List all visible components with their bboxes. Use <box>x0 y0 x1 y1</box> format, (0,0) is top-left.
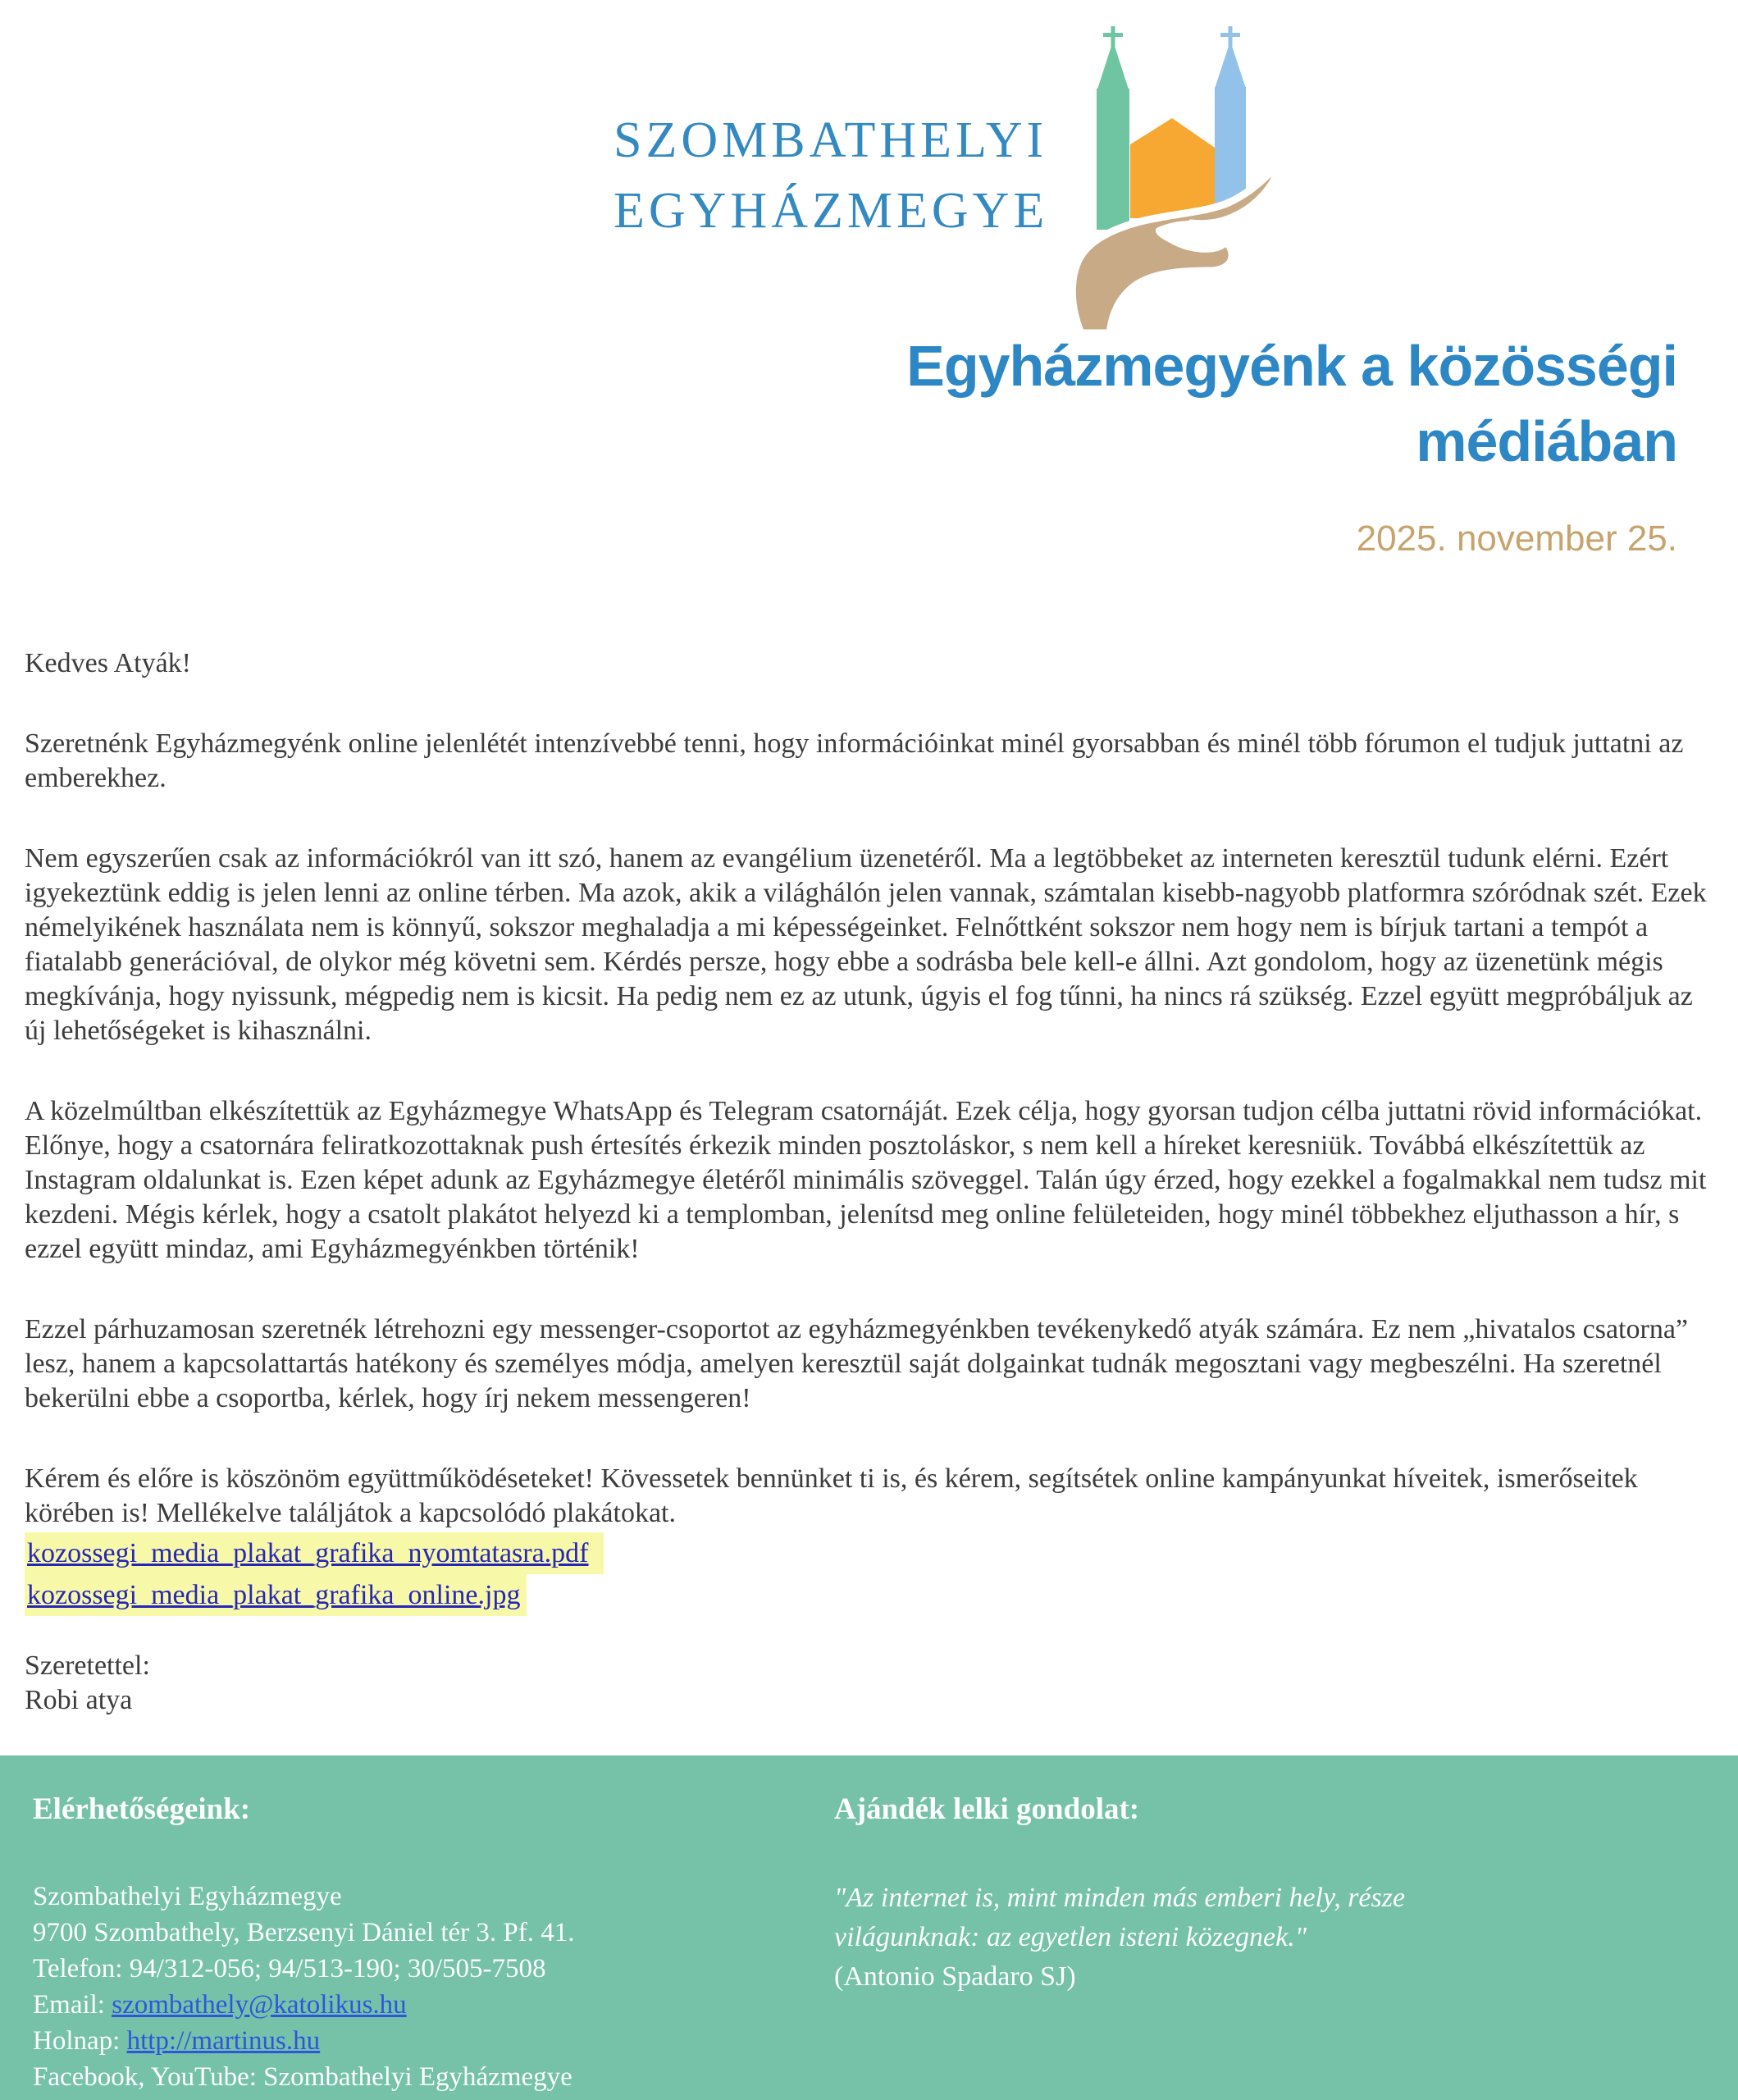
paragraph: A közelmúltban elkészítettük az Egyházmegye WhatsApp és Telegram csatornáját. Ezek célja, hogy gyorsan tudjon célba juttatni rövid információkat. Előnye, hogy a csatornára feliratkozottaknak push értesítés érkezik minden posztoláskor, s nem kell a híreket keresniük. Továbbá elkészítettük az Instagram oldalunkat is. Ezen képet adunk az Egyházmegye életéről minimális szöveggel. Talán úgy érzed, hogy ezekkel a fogalmakkal nem tudsz mit kezdeni. Mégis kérlek, hogy a csatolt plakátot helyezd ki a templomban, jelenítsd meg online felületeiden, hogy minél többekhez eljuthasson a hír, s ezzel együtt mindaz, ami Egyházmegyénkben történik! <box>25 1096 1707 1264</box>
contact-org: Szombathelyi Egyházmegye <box>33 1882 342 1911</box>
website-label: Holnap: <box>33 2026 127 2056</box>
footer-contacts <box>0 1790 834 2100</box>
salutation: Kedves Atyák! <box>25 648 192 678</box>
paragraph: Szeretnénk Egyházmegyénk online jelenlétét intenzívebbé tenni, hogy információinkat minél gyorsabban és minél több fórumon el tudjuk juttatni az emberekhez. <box>25 728 1684 793</box>
contact-social: Facebook, YouTube: Szombathelyi Egyházmegye <box>33 2062 572 2092</box>
contacts-heading: Elérhetőségeink: <box>33 1792 251 1826</box>
attachments <box>25 1532 1713 1616</box>
quote-author: (Antonio Spadaro SJ) <box>834 1961 1076 1992</box>
page-title-line1: Egyházmegyénk a közösségi <box>906 334 1677 398</box>
attachment-link-pdf[interactable]: kozossegi_media_plakat_grafika_nyomtatasra.pdf <box>25 1532 604 1574</box>
attachment-link-jpg[interactable]: kozossegi_media_plakat_grafika_online.jpg <box>25 1574 527 1616</box>
contact-website-line <box>33 2023 834 2059</box>
quote-heading: Ajándék lelki gondolat: <box>834 1792 1140 1826</box>
logo-wordmark-line1: SZOMBATHELYI <box>614 112 1048 168</box>
footer-quote <box>834 1790 1738 2100</box>
house-icon <box>1130 118 1215 218</box>
paragraph: Ezzel párhuzamosan szeretnék létrehozni egy messenger-csoportot az egyházmegyénkben tevékenykedő atyák számára. Ez nem „hivatalos csatorna” lesz, hanem a kapcsolattartás hatékony és személyes módja, amelyen keresztül saját dolgainkat tudnák megosztani vagy megbeszélni. Ha szeretnél bekerülni ebbe a csoportba, kérlek, hogy írj nekem messengeren! <box>25 1314 1688 1413</box>
diocese-logo-wordmark <box>614 105 1048 246</box>
header <box>0 0 1738 574</box>
attachment-line <box>25 1532 1713 1574</box>
quote-text: "Az internet is, mint minden más emberi hely, része világunknak: az egyetlen isteni közegnek." <box>834 1883 1406 1952</box>
diocese-logo-graphic <box>1058 7 1304 335</box>
letter-body <box>0 574 1738 1718</box>
page-title <box>906 328 1677 479</box>
blue-tower-icon <box>1215 26 1246 203</box>
attachment-line <box>25 1574 1713 1616</box>
paragraph: Kérem és előre is köszönöm együttműködéseteket! Kövessetek bennünket ti is, és kérem, segítsétek online kampányunkat híveitek, ismerőseitek körében is! Mellékelve találjátok a kapcsolódó plakátokat. <box>25 1463 1638 1528</box>
email-label: Email: <box>33 1990 112 2020</box>
closing-block <box>25 1649 1713 1718</box>
closing: Szeretettel: <box>25 1650 150 1681</box>
footer <box>0 1755 1738 2100</box>
page-title-line2: médiában <box>1416 409 1677 473</box>
email-link[interactable]: szombathely@katolikus.hu <box>112 1990 407 2020</box>
contact-address: 9700 Szombathely, Berzsenyi Dániel tér 3. Pf. 41. <box>33 1918 575 1947</box>
website-link[interactable]: http://martinus.hu <box>126 2026 321 2056</box>
contact-email-line <box>33 1987 834 2023</box>
contact-lines <box>33 1879 834 2095</box>
green-tower-icon <box>1097 26 1129 230</box>
signature: Robi atya <box>25 1685 133 1715</box>
logo-wordmark-line2: EGYHÁZMEGYE <box>614 183 1049 239</box>
date: 2025. november 25. <box>1356 518 1677 559</box>
contact-phone: Telefon: 94/312-056; 94/513-190; 30/505-7508 <box>33 1954 546 1984</box>
paragraph: Nem egyszerűen csak az információkról van itt szó, hanem az evangélium üzenetéről. Ma a legtöbbeket az interneten keresztül tudunk elérni. Ezért igyekeztünk eddig is jelen lenni az online térben. Ma azok, akik a világhálón jelen vannak, számtalan kisebb-nagyobb platformra szóródnak szét. Ezek némelyikének használata nem is könnyű, sokszor meghaladja a mi képességeinket. Felnőttként sokszor nem hogy nem is bírjuk tartani a tempót a fiatalabb generációval, de olykor még követni sem. Kérdés persze, hogy ebbe a sodrásba bele kell-e állni. Azt gondolom, hogy az üzenetünk mégis megkívánja, hogy nyissunk, mégpedig nem is kicsit. Ha pedig nem ez az utunk, úgyis el fog tűnni, ha nincs rá szükség. Ezzel együtt megpróbáljuk az új lehetőségeket is kihasználni. <box>25 843 1707 1046</box>
